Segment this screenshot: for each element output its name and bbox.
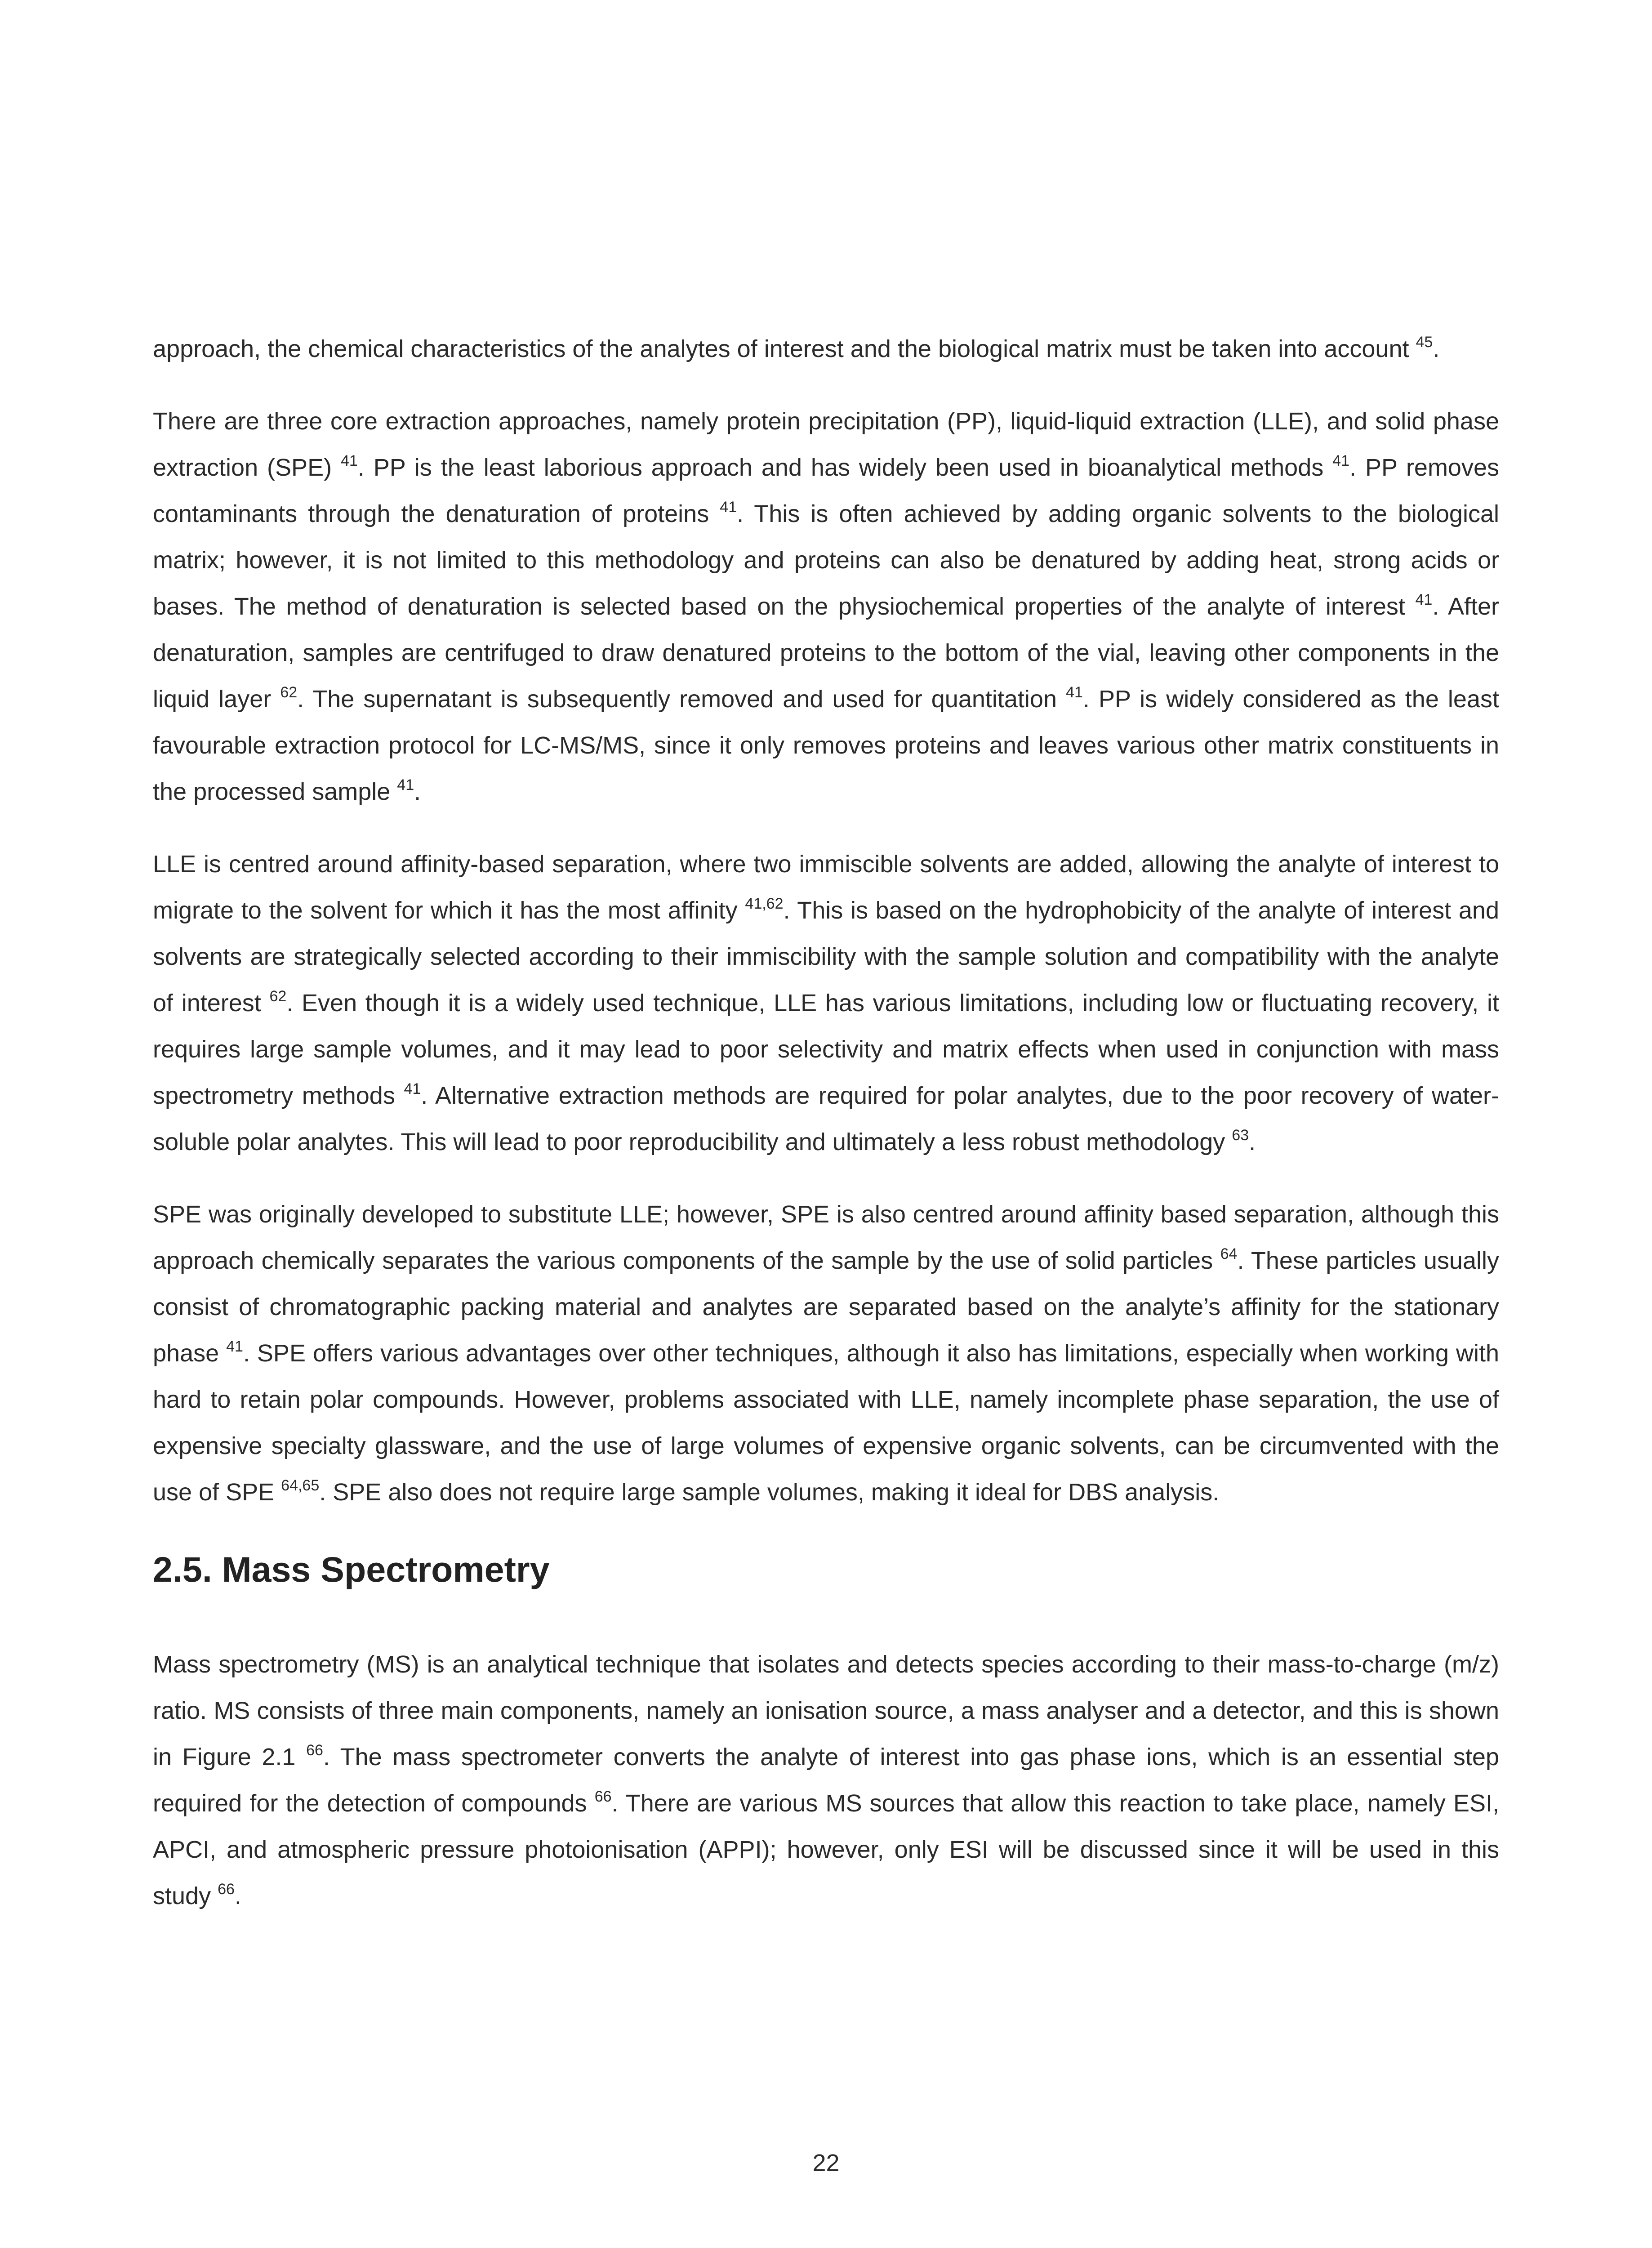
- citation-superscript: 41: [397, 776, 414, 794]
- paragraph-text: .: [1433, 335, 1440, 362]
- paragraph-text: There are three core extraction approaches, namely protein precipitation (PP), liquid-liquid extraction (LLE), and solid phase extraction (SPE): [153, 408, 1499, 481]
- document-body: [153, 326, 1499, 1919]
- paragraph: [153, 1641, 1499, 1919]
- paragraph: [153, 398, 1499, 815]
- paragraph-text: . SPE offers various advantages over other techniques, although it also has limitations, especially when working with hard to retain polar compounds. However, problems associated with LLE, namely incomplete phase separation, the use of expensive specialty glassware, and the use of large volumes of expensive organic solvents, can be circumvented with the use of SPE: [153, 1340, 1499, 1506]
- paragraphs-after-heading: [153, 1641, 1499, 1919]
- paragraph-text: .: [1249, 1128, 1256, 1155]
- citation-superscript: 41: [1415, 591, 1433, 608]
- paragraph-text: .: [414, 778, 421, 805]
- paragraphs-before-heading: [153, 326, 1499, 1516]
- citation-superscript: 41: [226, 1338, 243, 1355]
- citation-superscript: 62: [280, 684, 298, 701]
- citation-superscript: 66: [306, 1742, 323, 1759]
- paragraph-text: Mass spectrometry (MS) is an analytical technique that isolates and detects species according to their mass-to-charge (m/z) ratio. MS consists of three main components, namely an ionisation source, a mass analyser and a detector, and this is shown in Figure 2.1: [153, 1651, 1499, 1771]
- paragraph-text: . This is based on the hydrophobicity of the analyte of interest and solvents are strategically selected according to their immiscibility with the sample solution and compatibility with the analyte of interest: [153, 897, 1499, 1017]
- citation-superscript: 63: [1232, 1127, 1249, 1144]
- citation-superscript: 64: [1220, 1245, 1238, 1262]
- section-heading: 2.5. Mass Spectrometry: [153, 1549, 550, 1589]
- citation-superscript: 41: [720, 499, 737, 516]
- citation-superscript: 62: [269, 988, 287, 1005]
- paragraph-text: . PP is widely considered as the least favourable extraction protocol for LC-MS/MS, since it only removes proteins and leaves various other matrix constituents in the processed sample: [153, 686, 1499, 805]
- paragraph-text: LLE is centred around affinity-based separation, where two immiscible solvents are added, allowing the analyte of interest to migrate to the solvent for which it has the most affinity: [153, 851, 1499, 924]
- citation-superscript: 66: [218, 1881, 235, 1898]
- citation-superscript: 64,65: [281, 1477, 320, 1494]
- citation-superscript: 41: [404, 1080, 421, 1097]
- paragraph: [153, 1191, 1499, 1516]
- citation-superscript: 45: [1416, 334, 1433, 351]
- paragraph-text: . After denaturation, samples are centrifuged to draw denatured proteins to the bottom of the vial, leaving other components in the liquid layer: [153, 593, 1499, 713]
- paragraph-text: . The mass spectrometer converts the analyte of interest into gas phase ions, which is an essential step required for the detection of compounds: [153, 1744, 1499, 1817]
- paragraph-text: . PP is the least laborious approach and has widely been used in bioanalytical methods: [357, 454, 1333, 481]
- citation-superscript: 41: [1332, 452, 1349, 469]
- paragraph-text: . These particles usually consist of chromatographic packing material and analytes are separated based on the analyte’s affinity for the stationary phase: [153, 1247, 1499, 1367]
- paragraph-text: . Alternative extraction methods are required for polar analytes, due to the poor recovery of water-soluble polar analytes. This will lead to poor reproducibility and ultimately a less robust methodology: [153, 1082, 1499, 1155]
- paragraph-text: SPE was originally developed to substitute LLE; however, SPE is also centred around affinity based separation, although this approach chemically separates the various components of the sample by the use of solid particles: [153, 1201, 1499, 1274]
- paragraph: [153, 326, 1499, 372]
- paragraph-text: . This is often achieved by adding organic solvents to the biological matrix; however, it is not limited to this methodology and proteins can also be denatured by adding heat, strong acids or bases. The method of denaturation is selected based on the physiochemical properties of the analyte of interest: [153, 500, 1499, 620]
- paragraph-text: . The supernatant is subsequently removed and used for quantitation: [297, 686, 1066, 713]
- citation-superscript: 41: [1066, 684, 1083, 701]
- citation-superscript: 66: [594, 1788, 612, 1805]
- paragraph-text: .: [234, 1882, 241, 1909]
- paragraph-text: . PP removes contaminants through the denaturation of proteins: [153, 454, 1499, 527]
- paragraph: [153, 841, 1499, 1165]
- page-number: 22: [812, 2150, 840, 2177]
- paragraph-text: . Even though it is a widely used technique, LLE has various limitations, including low or fluctuating recovery, it requires large sample volumes, and it may lead to poor selectivity and matrix effects when used in conjunction with mass spectrometry methods: [153, 990, 1499, 1109]
- citation-superscript: 41,62: [745, 895, 784, 912]
- paragraph-text: . SPE also does not require large sample volumes, making it ideal for DBS analysis.: [319, 1479, 1220, 1506]
- citation-superscript: 41: [341, 452, 358, 469]
- paragraph-text: approach, the chemical characteristics of the analytes of interest and the biological matrix must be taken into account: [153, 335, 1416, 362]
- paragraph-text: . There are various MS sources that allow this reaction to take place, namely ESI, APCI, and atmospheric pressure photoionisation (APPI); however, only ESI will be discussed since it will be used in this study: [153, 1790, 1500, 1909]
